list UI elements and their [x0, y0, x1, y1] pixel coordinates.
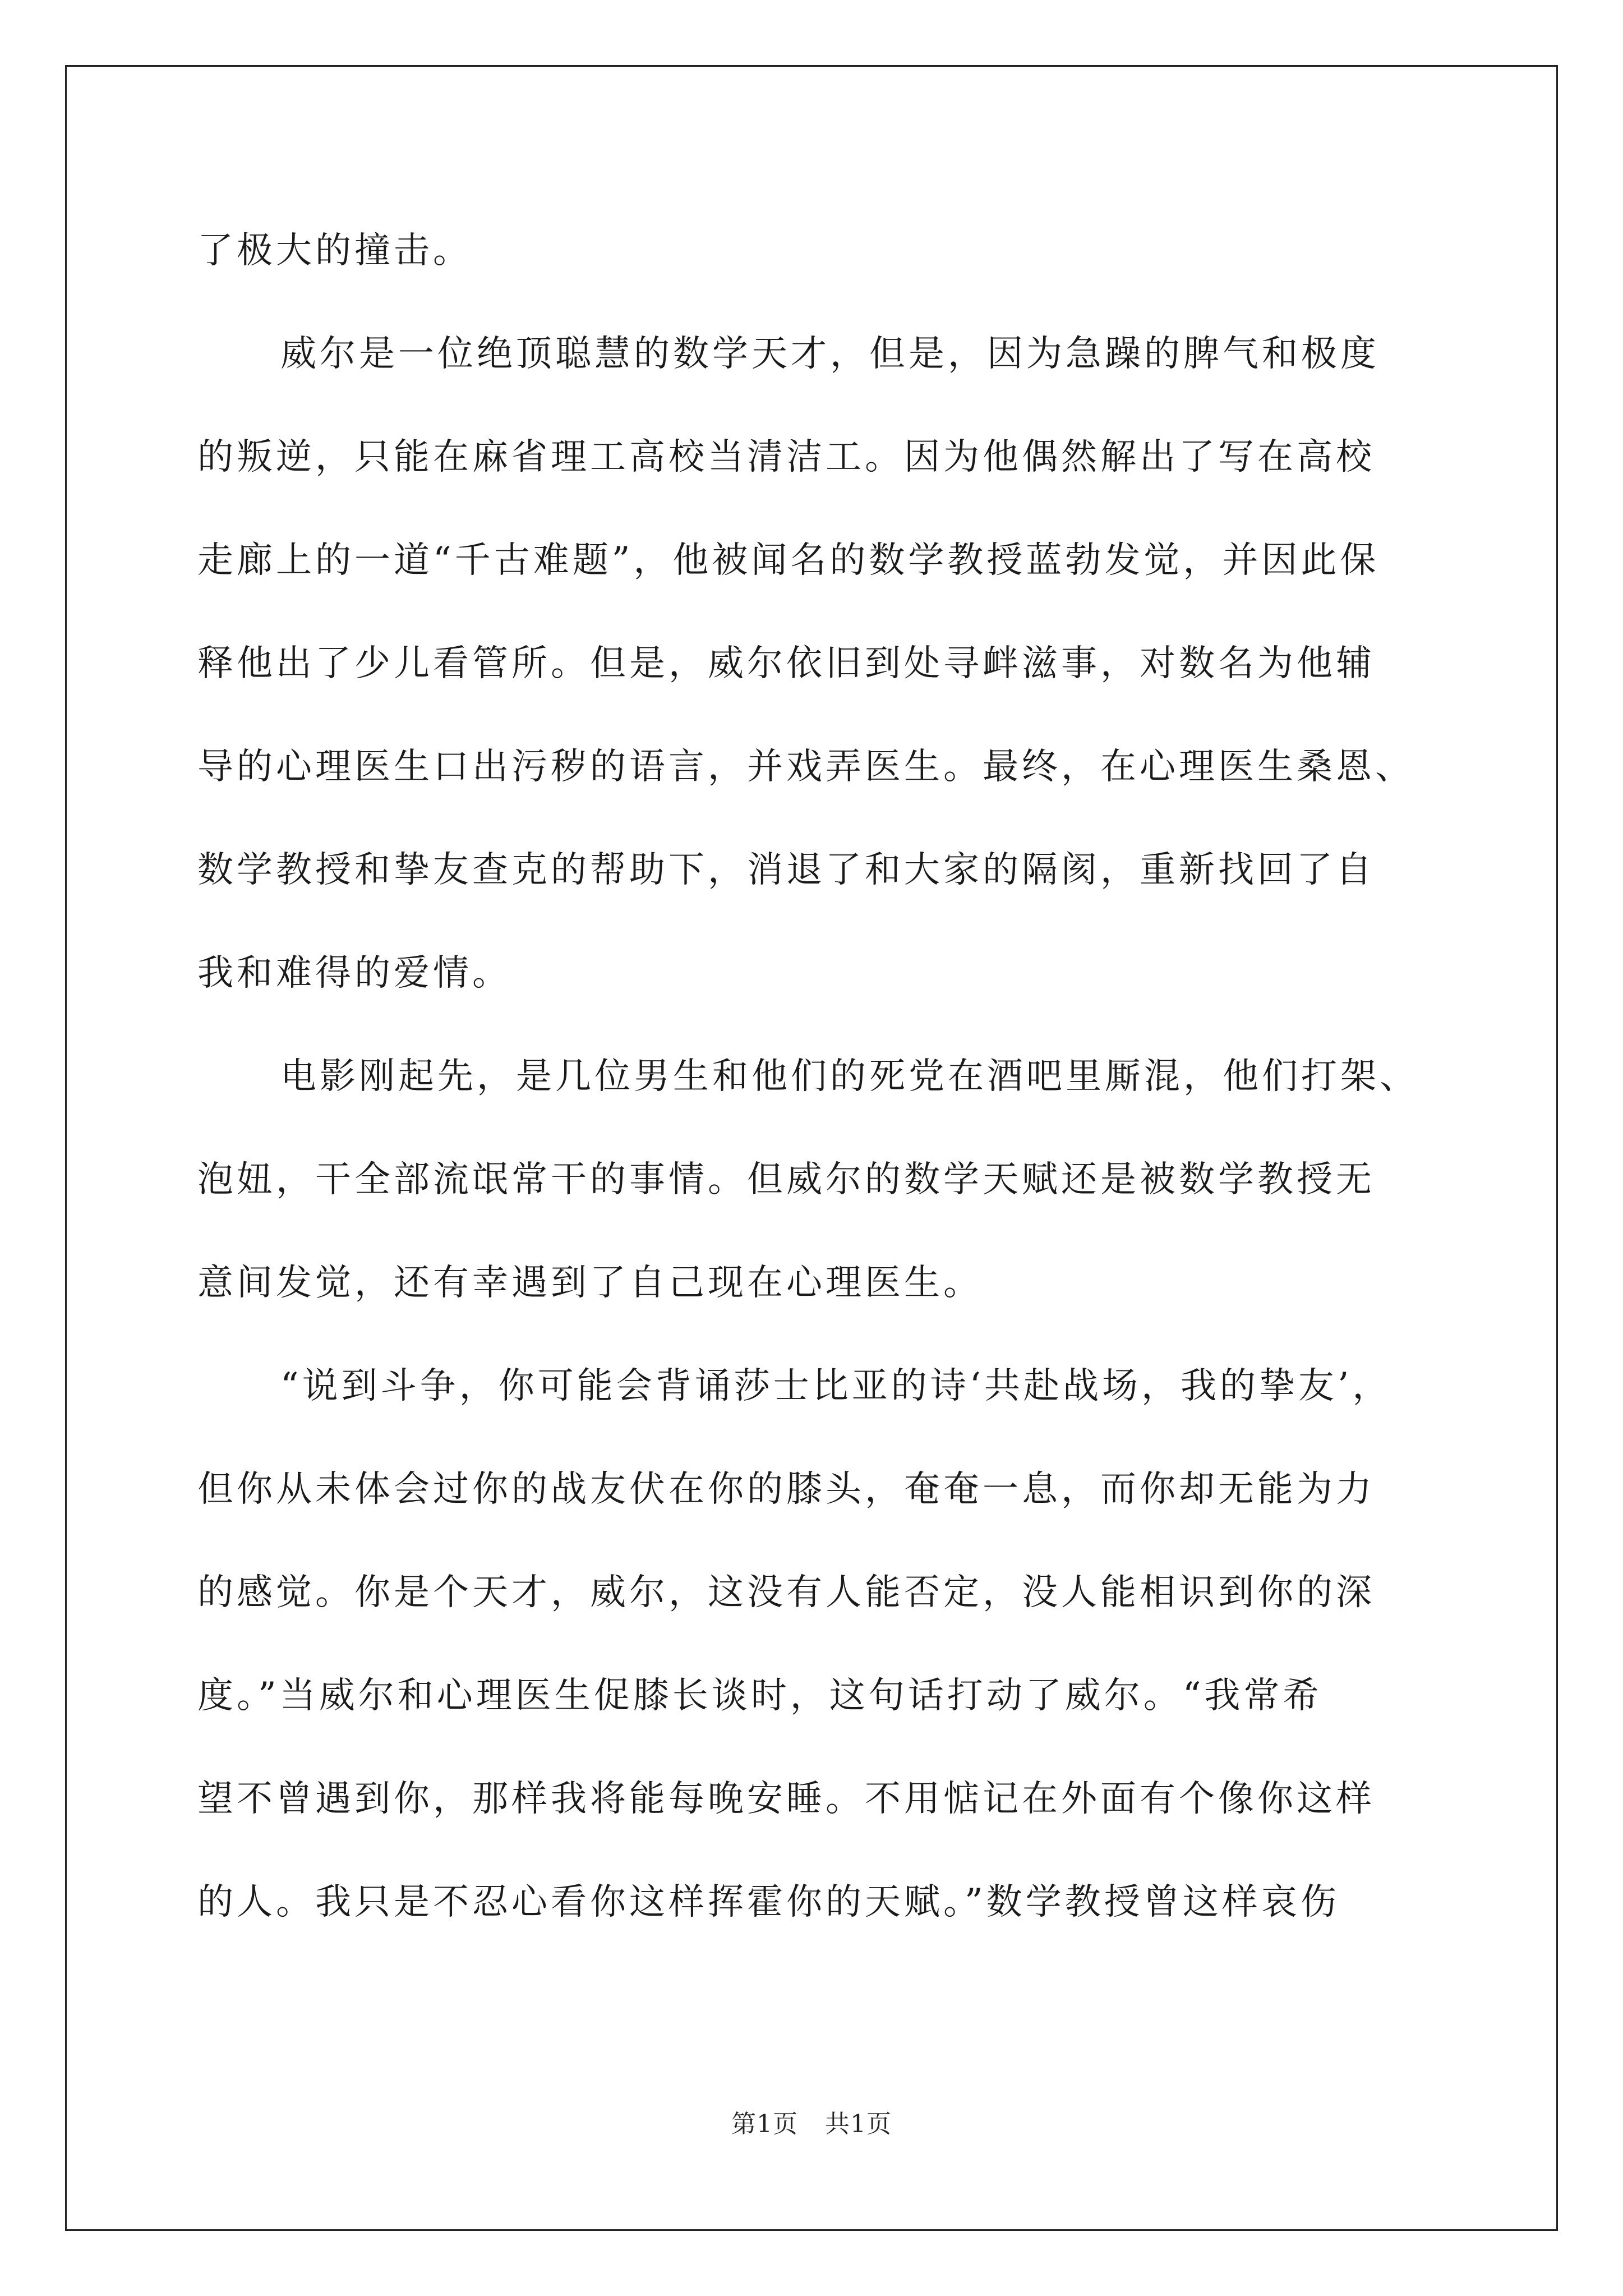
page-footer: [0, 2104, 1623, 2139]
text-line: 电影刚起先，是几位男生和他们的死党在酒吧里厮混，他们打架、: [280, 1056, 1419, 1097]
text-line: 了极大的撞击。: [197, 230, 472, 272]
page-number: 第1页: [731, 2110, 798, 2138]
text-line: 导的心理医生口出污秽的语言，并戏弄医生。最终，在心理医生桑恩、: [197, 746, 1414, 788]
text-line: 的叛逆，只能在麻省理工高校当清洁工。因为他偶然解出了写在高校: [197, 436, 1375, 478]
text-line: “说到斗争，你可能会背诵莎士比亚的诗‘共赴战场，我的挚友’，: [280, 1365, 1392, 1407]
text-line: 的感觉。你是个天才，威尔，这没有人能否定，没人能相识到你的深: [197, 1572, 1375, 1613]
page-total: 共1页: [825, 2110, 892, 2138]
text-line: 的人。我只是不忍心看你这样挥霍你的天赋。”数学教授曾这样哀伤: [197, 1881, 1340, 1923]
text-line: 走廊上的一道“千古难题”，他被闻名的数学教授蓝勃发觉，并因此保: [197, 540, 1380, 581]
text-line: 度。”当威尔和心理医生促膝长谈时，这句话打动了威尔。“我常希: [197, 1675, 1322, 1717]
text-line: 意间发觉，还有幸遇到了自己现在心理医生。: [197, 1262, 983, 1304]
text-line: 我和难得的爱情。: [197, 953, 511, 994]
text-line: 但你从未体会过你的战友伏在你的膝头，奄奄一息，而你却无能为力: [197, 1469, 1375, 1510]
text-line: 泡妞，干全部流氓常干的事情。但威尔的数学天赋还是被数学教授无: [197, 1159, 1375, 1200]
text-line: 望不曾遇到你，那样我将能每晚安睡。不用惦记在外面有个像你这样: [197, 1778, 1375, 1820]
text-line: 释他出了少儿看管所。但是，威尔依旧到处寻衅滋事，对数名为他辅: [197, 643, 1375, 684]
text-line: 威尔是一位绝顶聪慧的数学天才，但是，因为急躁的脾气和极度: [280, 333, 1380, 375]
text-line: 数学教授和挚友查克的帮助下，消退了和大家的隔阂，重新找回了自: [197, 849, 1375, 891]
document-body: [197, 199, 1440, 1954]
